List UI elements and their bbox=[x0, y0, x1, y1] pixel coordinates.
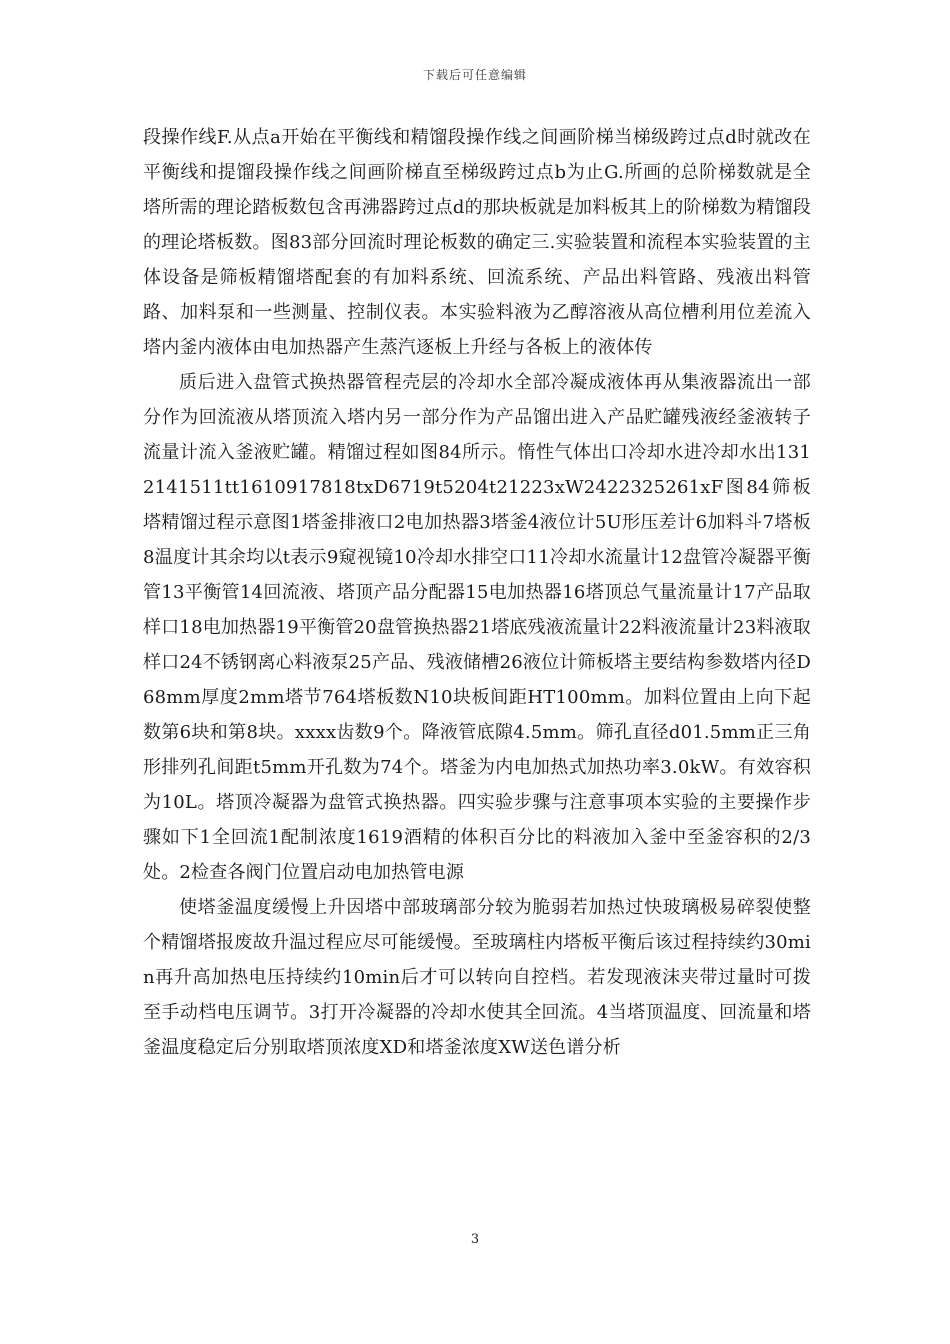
document-body bbox=[143, 120, 811, 1065]
paragraph-1: 段操作线F.从点a开始在平衡线和精馏段操作线之间画阶梯当梯级跨过点d时就改在平衡线和提馏段操作线之间画阶梯直至梯级跨过点b为止G.所画的总阶梯数就是全塔所需的理论踏板数包含再沸器跨过点d的那块板就是加料板其上的阶梯数为精馏段的理论塔板数。图83部分回流时理论板数的确定三.实验装置和流程本实验装置的主体设备是筛板精馏塔配套的有加料系统、回流系统、产品出料管路、残液出料管路、加料泵和一些测量、控制仪表。本实验料液为乙醇溶液从高位槽利用位差流入塔内釜内液体由电加热器产生蒸汽逐板上升经与各板上的液体传 bbox=[143, 127, 811, 358]
paragraph-3: 使塔釜温度缓慢上升因塔中部玻璃部分较为脆弱若加热过快玻璃极易碎裂使整个精馏塔报废故升温过程应尽可能缓慢。至玻璃柱内塔板平衡后该过程持续约30min再升高加热电压持续约10min后才可以转向自控档。若发现液沫夹带过量时可拨至手动档电压调节。3打开冷凝器的冷却水使其全回流。4当塔顶温度、回流量和塔釜温度稳定后分别取塔顶浓度XD和塔釜浓度XW送色谱分析 bbox=[143, 897, 811, 1058]
page-header: 下载后可任意编辑 bbox=[422, 68, 527, 82]
paragraph-2: 质后进入盘管式换热器管程壳层的冷却水全部冷凝成液体再从集液器流出一部分作为回流液从塔顶流入塔内另一部分作为产品馏出进入产品贮罐残液经釜液转子流量计流入釜液贮罐。精馏过程如图84所示。惰性气体出口冷却水进冷却水出1312141511tt1610917818txD6719t5204t21223xW2422325261xF图84筛板塔精馏过程示意图1塔釜排液口2电加热器3塔釜4液位计5U形压差计6加料斗7塔板8温度计其余均以t表示9窥视镜10冷却水排空口11冷却水流量计12盘管冷凝器平衡管13平衡管14回流液、塔顶产品分配器15电加热器16塔顶总气量流量计17产品取样口18电加热器19平衡管20盘管换热器21塔底残液流量计22料液流量计23料液取样口24不锈钢离心料液泵25产品、残液储槽26液位计筛板塔主要结构参数塔内径D68mm厚度2mm塔节764塔板数N10块板间距HT100mm。加料位置由上向下起数第6块和第8块。xxxx齿数9个。降液管底隙4.5mm。筛孔直径d01.5mm正三角形排列孔间距t5mm开孔数为74个。塔釜为内电加热式加热功率3.0kW。有效容积为10L。塔顶冷凝器为盘管式换热器。四实验步骤与注意事项本实验的主要操作步骤如下1全回流1配制浓度1619酒精的体积百分比的料液加入釜中至釜容积的2/3处。2检查各阀门位置启动电加热管电源 bbox=[143, 372, 811, 883]
page-number: 3 bbox=[470, 1232, 480, 1247]
